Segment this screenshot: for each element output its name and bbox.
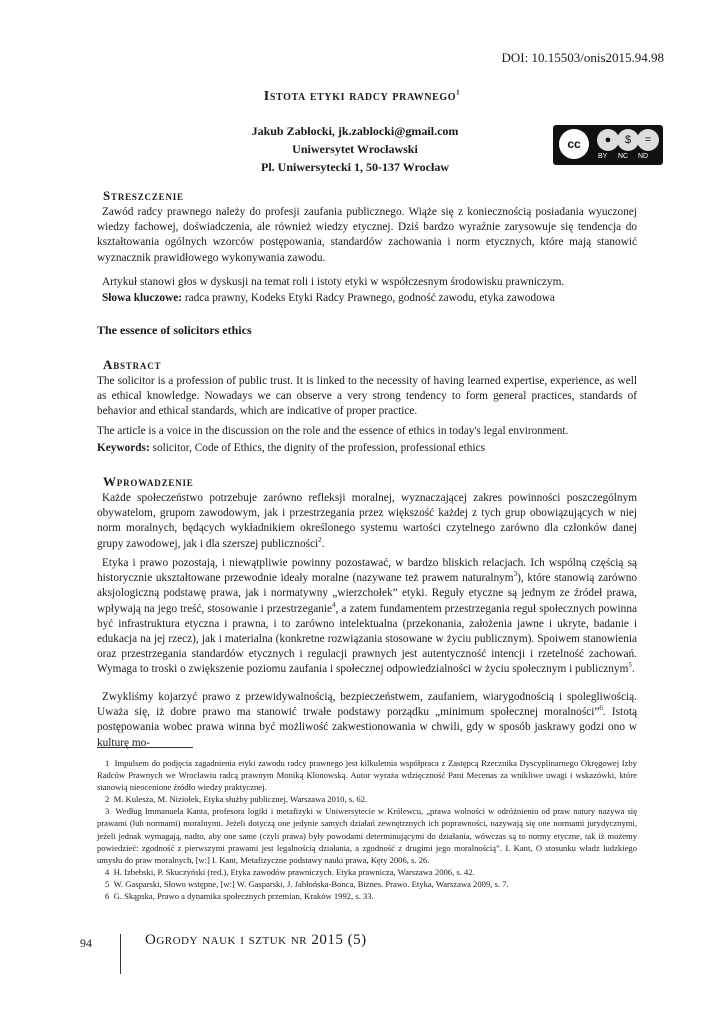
keywords-label-en: Keywords:: [97, 442, 150, 454]
article-title: [0, 89, 724, 105]
title-footnote-ref: 1: [456, 88, 461, 97]
intro-p2-end: .: [631, 663, 635, 676]
footnote-text: M. Kulesza, M. Niziołek, Etyka służby publicznej, Warszawa 2010, s. 62.: [113, 794, 368, 805]
intro-paragraph-3: [97, 690, 637, 751]
title-text: Istota etyki radcy prawnego: [263, 89, 457, 104]
footnote-number: 1: [105, 758, 110, 768]
footnote-3: [97, 805, 637, 865]
license-nd-label: ND: [638, 153, 649, 160]
footnote-text: H. Izbebski, P. Skuczyński (red.), Etyka zawodów prawniczych. Etyka prawnicza, Warszawa 2006, s. 42.: [113, 866, 475, 877]
intro-p1-text: Każde społeczeństwo potrzebuje zarówno refleksji moralnej, wyznaczającej zakres powinności poszczególnym obywatelom, grupom zawodowym, jak i przestrzegania przez większość każdej z tych grup obowiązujących w niej norm moralnych, będących wykładnikiem określonego systemu wartości czytelnego zarówno dla członków danej grupy zawodowej, jak i dla szerszej publiczności: [97, 492, 637, 550]
streszczenie-keywords: [97, 291, 637, 306]
license-nc-label: NC: [618, 153, 629, 160]
footnote-4: [97, 866, 637, 878]
footnote-number: 3: [105, 806, 110, 817]
cc-license-badge: [553, 125, 663, 165]
doi-label: DOI: 10.15503/onis2015.94.98: [501, 50, 664, 65]
footnote-number: 2: [105, 794, 110, 805]
footnote-text: W. Gasparski, Słowo wstępne, [w:] W. Gasparski, J. Jabłońska-Bonca, Biznes. Prawo. Etyka, Warszawa 2009, s. 7.: [113, 878, 509, 889]
page-number: 94: [80, 936, 92, 950]
wprowadzenie-heading: Wprowadzenie: [103, 474, 194, 489]
nd-equals-icon: =: [637, 129, 659, 151]
author-affiliation: Uniwersytet Wrocławski: [292, 142, 418, 156]
footnote-number: 4: [105, 866, 110, 877]
intro-paragraph-1: [97, 491, 637, 552]
footnote-text: Impulsem do podjęcia zagadnienia etyki zawodu radcy prawnego jest kilkuletnia współpraca z Zastępcą Rzecznika Dyscyplinarnego Okręgowej Izby Radców Prawnych we Wrocławiu radcą prawnym Moniką Klonowską. Autor wyraża wdzięczność Pani Mecenas za wnikliwe uwagi i wskazówki, które stanowią nieocenione źródło wiedzy praktycznej.: [97, 758, 637, 793]
footnote-5: [97, 878, 637, 890]
footnote-number: 5: [105, 878, 110, 889]
streszczenie-heading: Streszczenie: [103, 188, 184, 203]
abstract-paragraph-2: The article is a voice in the discussion on the role and the essence of ethics in today's legal environment.: [97, 425, 569, 437]
footnotes-block: [97, 757, 637, 902]
keywords-list-en: solicitor, Code of Ethics, the dignity of the profession, professional ethics: [149, 442, 485, 454]
footnote-text: G. Skąpska, Prawo a dynamika społecznych przemian, Kraków 1992, s. 33.: [113, 891, 374, 902]
footnote-ref-5: 5: [628, 661, 632, 670]
footnote-divider: [97, 747, 193, 748]
footnote-ref-3: 3: [513, 570, 518, 579]
cc-icon: cc: [557, 127, 591, 161]
footnote-number: 6: [105, 891, 110, 902]
footnote-ref-2: 2: [318, 535, 322, 544]
keywords-list-pl: radca prawny, Kodeks Etyki Radcy Prawnego, godność zawodu, etyka zawodowa: [182, 292, 555, 304]
intro-p3-text-b: . Istotą postępowania wobec prawa winna być możliwość zakwestionowania w chwili, gdy w sposób jaskrawy godzi ono w kulturę mo-: [97, 706, 637, 749]
footnote-1: [97, 757, 637, 793]
streszczenie-paragraph-1: Zawód radcy prawnego należy do profesji zaufania publicznego. Wiąże się z koniecznością posiadania wyuczonej wiedzy fachowej, doświadczenia, ale również wiedzy etycznej. Dziś bardzo wyraźnie zarysowuje się tendencja do kształtowania ogólnych wzorców postępowania, standardów zachowania i norm etycznych, które mają stanowić wyznacznik prawidłowego wykonywania zawodu.: [97, 206, 637, 264]
journal-title: Ogrody nauk i sztuk nr 2015 (5): [145, 932, 367, 948]
abstract-heading: Abstract: [103, 357, 162, 372]
author-name-email: Jakub Zabłocki, jk.zablocki@gmail.com: [251, 124, 459, 138]
intro-paragraph-2: [97, 556, 637, 678]
intro-p2-text-a: Etyka i prawo pozostają, i niewątpliwie powinny pozostawać, w bardzo bliskich relacjach. Ich wspólną częścią są historycznie ukształtowane przewodnie ideały moralne (nazywane też prawem naturalnym: [97, 557, 637, 585]
abstract-keywords: [97, 441, 637, 456]
english-title: The essence of solicitors ethics: [97, 323, 252, 337]
footnote-text: Według Immanuela Kanta, profesora logiki i metafizyki w Uniwersytecie w Królewcu, „prawa wolności w odróżnieniu od praw natury nazywa się prawami (lub normami) moralnymi. Jeżeli dotyczą one jedynie samych działań zewnętrznych ich poprawności, nazywają się one normami jurydycznymi, jeżeli jednak wymagają, nadto, aby one same (czyli prawa) były powodami determinującymi do działania, wówczas są to normy etyczne, tak iż możemy powiedzieć: zgodność z pierwszymi prawami jest legalnością działania, a zgodność z drugimi jego moralnością”. I. Kant, O stosunku władz ludzkiego umysłu do praw moralnych, [w:] I. Kant, Metafizyczne podstawy nauki prawa, Kęty 2006, s. 26.: [97, 806, 638, 865]
author-block: [190, 122, 520, 176]
footnote-ref-4: 4: [332, 600, 336, 609]
keywords-label-pl: Słowa kluczowe:: [102, 292, 183, 304]
nc-dollar-icon: $: [617, 129, 639, 151]
abstract-paragraph-1: The solicitor is a profession of public trust. It is linked to the necessity of having learned expertise, experience, as well as ethical knowledge. Nowadays we can observe a very strong tendency to form general practices, standards of behavior and ethical standards, which are indicative of proper practice.: [97, 375, 637, 418]
footnote-2: [97, 793, 637, 805]
by-person-icon: ●: [597, 129, 619, 151]
intro-p1-end: .: [321, 537, 325, 550]
streszczenie-paragraph-2: Artykuł stanowi głos w dyskusji na temat roli i istoty etyki w współczesnym środowisku prawniczym.: [102, 276, 565, 288]
footer-divider: [120, 934, 121, 974]
intro-p2-text-c: , a zatem fundamentem przestrzegania reguł społecznych powinna być infrastruktura etyczna i prawna, i to zarówno intelektualna (przekonania, założenia jawne i ukryte, badanie i edukacja na jej rzecz), jak i materialna (konkretne rozwiązania stosowane w życiu publicznym). Spoiwem stanowienia oraz przestrzegania standardów etycznych i regulacji prawnych jest autentyczność intencji i rzetelność zachowań. Wymaga to troski o zwiększenie poziomu zaufania i społecznej odpowiedzialności w życiu społecznym i publicznym: [97, 602, 637, 676]
footnote-ref-6: 6: [599, 704, 603, 713]
footnote-6: [97, 890, 637, 902]
author-address: Pl. Uniwersytecki 1, 50-137 Wrocław: [261, 160, 449, 174]
intro-p2-text-b: ), które stanowią zarówno aksjologiczną podstawę prawa, jak i normatywny „wierzchołek” etyki. Reguły etyczne są jednym ze źródeł prawa, wpływają na jego treść, stosowanie i przestrzeganie: [97, 572, 637, 615]
intro-p3-text-a: Zwykliśmy kojarzyć prawo z przewidywalnością, bezpieczeństwem, zaufaniem, wiarygodnością i spolegliwością. Uważa się, iż dobre prawo ma stanowić trwałe podstawy porządku „minimum społecznej moralności”: [97, 691, 637, 719]
license-by-label: BY: [598, 153, 608, 160]
